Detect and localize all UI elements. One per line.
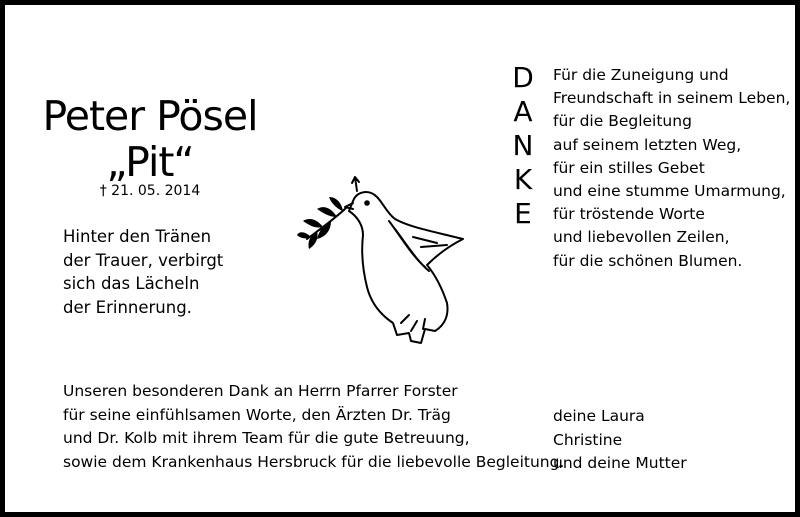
thanks-list bbox=[553, 64, 798, 273]
family-signature bbox=[553, 405, 753, 476]
thanks-line: für die Begleitung bbox=[553, 112, 692, 131]
deceased-nickname: „Pit“ bbox=[106, 138, 194, 186]
danke-letter: D bbox=[512, 61, 534, 94]
danke-vertical-heading bbox=[511, 61, 535, 231]
special-thanks-line: und Dr. Kolb mit ihrem Team für die gute Betreuung, bbox=[63, 429, 470, 447]
thanks-line: für tröstende Worte bbox=[553, 205, 705, 224]
danke-letter: N bbox=[512, 129, 534, 162]
signature-line: und deine Mutter bbox=[553, 454, 687, 472]
signature-line: deine Laura bbox=[553, 407, 645, 425]
dove-with-olive-branch-icon bbox=[297, 173, 477, 353]
death-date: † 21. 05. 2014 bbox=[99, 183, 201, 199]
danke-letter: E bbox=[514, 197, 532, 230]
thanks-line: für ein stilles Gebet bbox=[553, 158, 705, 177]
special-thanks-line: sowie dem Krankenhaus Hersbruck für die liebevolle Begleitung. bbox=[63, 452, 565, 471]
thanks-line: und liebevollen Zeilen, bbox=[553, 228, 730, 247]
thanks-line: für die schönen Blumen. bbox=[553, 251, 743, 270]
special-thanks-paragraph bbox=[63, 380, 565, 474]
thanks-line: auf seinem letzten Weg, bbox=[553, 135, 742, 154]
danke-letter: K bbox=[513, 163, 533, 196]
signature-line: Christine bbox=[553, 430, 623, 449]
danke-letter: A bbox=[513, 95, 533, 128]
quote-line: Hinter den Tränen bbox=[63, 227, 212, 246]
quote-line: sich das Lächeln bbox=[63, 274, 200, 293]
quote-line: der Erinnerung. bbox=[63, 297, 192, 317]
special-thanks-line: für seine einfühlsamen Worte, den Ärzten Dr. Träg bbox=[63, 405, 451, 424]
quote-line: der Trauer, verbirgt bbox=[63, 250, 224, 270]
memorial-quote bbox=[63, 225, 303, 319]
thanks-line: und eine stumme Umarmung, bbox=[553, 182, 786, 201]
deceased-name: Peter Pösel bbox=[42, 92, 258, 140]
thanks-line: Freundschaft in seinem Leben, bbox=[553, 89, 791, 108]
thanks-line: Für die Zuneigung und bbox=[553, 66, 729, 84]
special-thanks-line: Unseren besonderen Dank an Herrn Pfarrer Forster bbox=[63, 382, 458, 400]
